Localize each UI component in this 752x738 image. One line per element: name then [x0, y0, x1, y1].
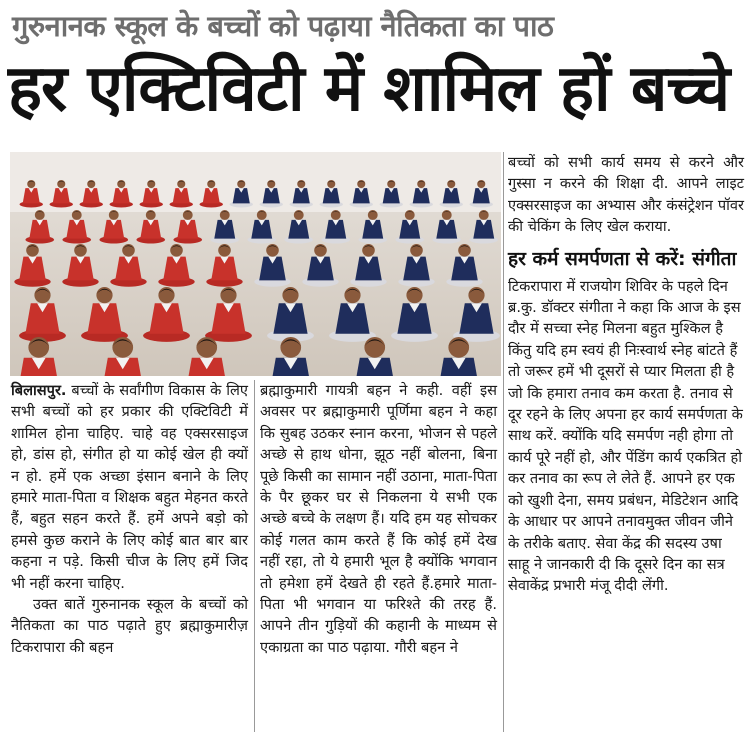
column-1-paragraph-2: उक्त बातें गुरुनानक स्कूल के बच्चों को नैतिकता का पाठ पढ़ाते हुए ब्रह्माकुमारीज़ टिकरापारा की बहन: [11, 596, 248, 656]
dateline: बिलासपुर.: [11, 382, 67, 399]
kicker-headline: गुरुनानक स्कूल के बच्चों को पढ़ाया नैतिकता का पाठ: [12, 9, 554, 43]
column-3: [508, 152, 744, 597]
column-1: [11, 380, 248, 658]
subheadline: हर कर्म समर्पणता से करें: संगीता: [508, 247, 737, 270]
column-3-paragraph-1: बच्चों को सभी कार्य समय से करने और गुस्सा न करने की शिक्षा दी. आपने लाइट एक्सरसाइज का अभ्यास और कंसंट्रेशन पॉवर की चेकिंग के लिए खेल कराया.: [508, 154, 744, 236]
column-1-paragraph-1: बच्चों के सर्वांगीण विकास के लिए सभी बच्चों को हर प्रकार की एक्टिविटी में शामिल होना चाहिए. चाहे वह एक्सरसाइज हो, डांस हो, संगीत हो या कोई खेल ही क्यों न हो. हमें एक अच्छा इंसान बनाने के लिए हमारे माता-पिता व शिक्षक बहुत मेहनत करते हैं, बहुत सहन करते हैं. हमें अपने बड़ो को हमसे कुछ कराने के लिए कोई बात बार बार कहना न पड़े. किसी चीज के लिए हमें जिद भी नहीं करना चाहिए.: [11, 382, 248, 592]
column-3-paragraph-2: टिकरापारा में राजयोग शिविर के पहले दिन ब्र.कु. डॉक्टर संगीता ने कहा कि आज के इस दौर में सच्चा स्नेह मिलना बहुत मुश्किल है किंतु यदि हम स्वयं ही निःस्वार्थ स्नेह बांटते हैं तो जरूर हमें भी दूसरों से प्यार मिलता ही है जो कि हमारा तनाव कम करता है. तनाव से दूर रहने के लिए अपना हर कार्य समर्पणता के साथ करें. क्योंकि यदि समर्पण नही होगा तो कार्य पूरे नहीं हो, और पेंडिंग कार्य एकत्रित हो कर तनाव का रूप ले लेते हैं. आपने हर एक को खुशी देना, समय प्रबंधन, मेडिटेशन आदि के आधार पर आपने तनावमुक्त जीवन जीने के तरीके बताए. सेवा केंद्र की सदस्य उषा साहू ने जानकारी दी कि दूसरे दिन का सत्र सेवाकेंद्र प्रभारी मंजू दीदी लेंगी.: [508, 277, 743, 595]
news-photo: [10, 152, 501, 376]
column-2: [260, 380, 497, 658]
children-exercising-illustration: [10, 152, 501, 376]
main-headline: हर एक्टिविटी में शामिल हों बच्चे: [8, 52, 730, 126]
column-2-paragraph-1: ब्रह्माकुमारी गायत्री बहन ने कही. वहीं इस अवसर पर ब्रह्माकुमारी पूर्णिमा बहन ने कहा कि सुबह उठकर स्नान करना, भोजन से पहले अच्छे से हाथ धोना, झूठ नहीं बोलना, बिना पूछे किसी का सामान नहीं उठाना, माता-पिता के पैर छूकर घर से निकलना ये सभी एक अच्छे बच्चे के लक्षण हैं। यदि हम यह सोचकर कोई गलत काम करते हैं कि कोई हमें देख नहीं रहा, तो ये हमारी भूल है क्योंकि भगवान तो हमेशा हमें देखते ही रहते हैं.हमारे माता-पिता भी भगवान या फरिश्ते की तरह हैं. आपने तीन गुड़ियों की कहानी के माध्यम से एकाग्रता का पाठ पढ़ाया. गौरी बहन ने: [260, 382, 497, 656]
